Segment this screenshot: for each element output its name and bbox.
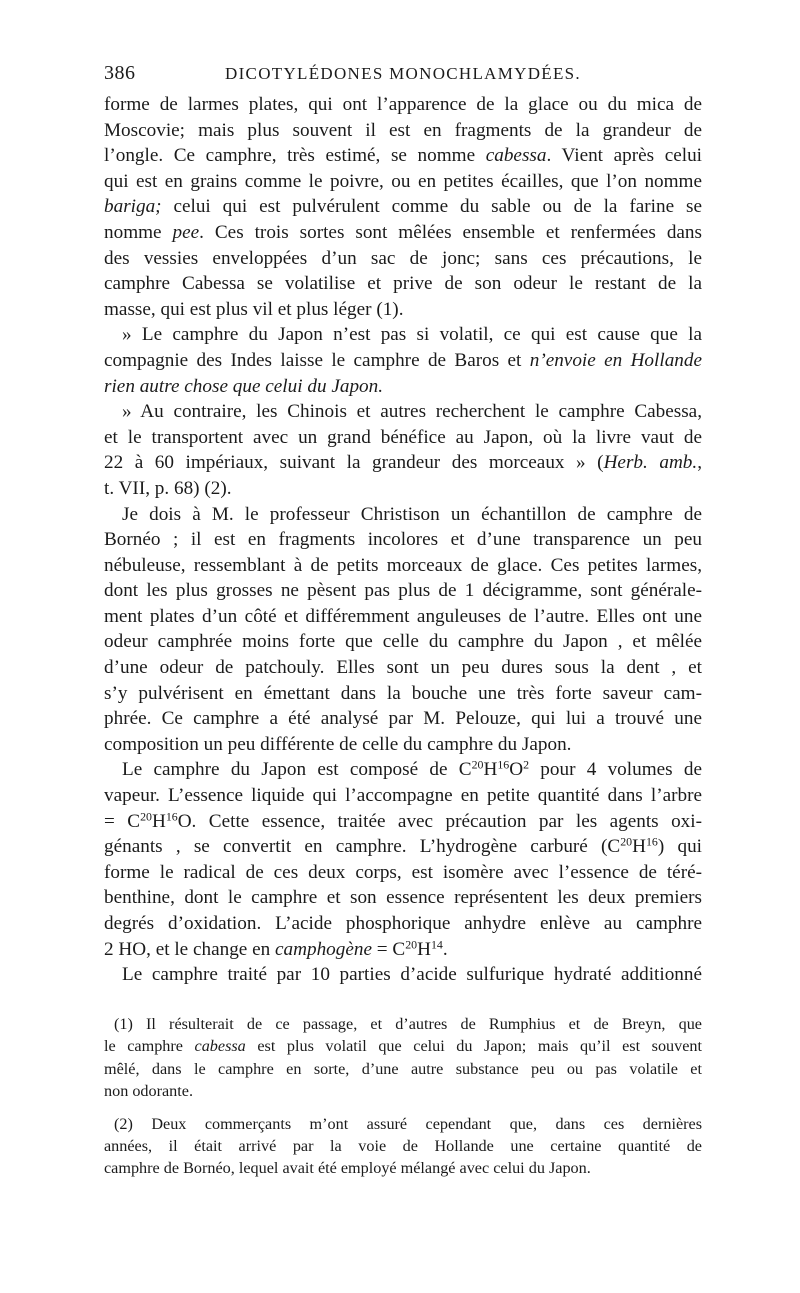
text-line: odeur camphrée moins forte que celle du camphre du Japon , et mêlée: [104, 631, 702, 653]
footnote: [104, 1113, 702, 1180]
footnote-gap: [104, 1103, 702, 1113]
text-line: 22 à 60 impériaux, suivant la grandeur des morceaux » (Herb. amb.,: [104, 452, 702, 474]
text-line: forme de larmes plates, qui ont l’apparence de la glace ou du mica de: [104, 94, 702, 115]
text-line: nomme pee. Ces trois sortes sont mêlées ensemble et renfermées dans: [104, 221, 702, 243]
text-line: masse, qui est plus vil et plus léger (1).: [104, 298, 404, 320]
text-line: » Au contraire, les Chinois et autres recherchent le camphre Cabessa,: [122, 401, 702, 423]
text-line: Le camphre du Japon est composé de $C^{20}H^{16}O^2$ pour 4 volumes de: [122, 757, 702, 781]
footnote-line: (2) Deux commerçants m’ont assuré cependant que, dans ces dernières: [114, 1114, 702, 1133]
text-line: et le transportent avec un grand bénéfice au Japon, où la livre vaut de: [104, 426, 702, 448]
footnote-line: années, il était arrivé par la voie de Hollande une certaine quantité de: [104, 1136, 702, 1155]
text-line: composition un peu différente de celle du camphre du Japon.: [104, 733, 572, 755]
text-line: rien autre chose que celui du Japon.: [104, 375, 384, 397]
text-line: phrée. Ce camphre a été analysé par M. Pelouze, qui lui a trouvé une: [104, 708, 702, 730]
text-line: qui est en grains comme le poivre, ou en petites écailles, que l’on nomme: [104, 170, 702, 192]
footnote-line: camphre de Bornéo, lequel avait été employé mélangé avec celui du Japon.: [104, 1159, 591, 1178]
text-line: d’une odeur de patchouly. Elles sont un peu dures sous la dent , et: [104, 657, 702, 679]
text-line: forme le radical de ces deux corps, est isomère avec l’essence de téré-: [104, 861, 702, 883]
text-line: t. VII, p. 68) (2).: [104, 477, 232, 499]
text-line: Je dois à M. le professeur Christison un échantillon de camphre de: [122, 503, 702, 525]
footnote: [104, 1013, 702, 1103]
footnote-line: le camphre cabessa est plus volatil que celui du Japon; mais qu’il est souvent: [104, 1037, 702, 1056]
text-line: Le camphre traité par 10 parties d’acide sulfurique hydraté additionné: [122, 964, 702, 986]
text-line: ment plates d’un côté et différemment anguleuses de l’autre. Elles ont une: [104, 605, 702, 627]
text-line: s’y pulvérisent en émettant dans la bouche une très forte saveur cam-: [104, 682, 702, 704]
text-line: génants , se convertit en camphre. L’hydrogène carburé $(C^{20}H^{16})$ qui: [104, 834, 702, 858]
text-line: bariga; celui qui est pulvérulent comme du sable ou de la farine se: [104, 196, 702, 218]
text-line: camphre Cabessa se volatilise et prive de son odeur le restant de la: [104, 273, 702, 295]
text-line: Moscovie; mais plus souvent il est en fragments de la grandeur de: [104, 119, 702, 141]
text-line: 2 HO, et le change en camphogène = $C^{20}H^{14}$.: [104, 937, 448, 960]
page-number: 386: [104, 62, 136, 84]
text-line: des vessies enveloppées d’un sac de jonc; sans ces précautions, le: [104, 247, 702, 269]
text-line: Bornéo ; il est en fragments incolores et d’une transparence un peu: [104, 529, 702, 551]
text-line: degrés d’oxidation. L’acide phosphorique anhydre enlève au camphre: [104, 913, 702, 934]
text-line: dont les plus grosses ne pèsent pas plus de 1 décigramme, sont générale-: [104, 580, 702, 602]
text-line: » Le camphre du Japon n’est pas si volatil, ce qui est cause que la: [122, 324, 702, 346]
text-line: compagnie des Indes laisse le camphre de Baros et n’envoie en Hollande: [104, 349, 702, 371]
text-line: nébuleuse, ressemblant à de petits morceaux de glace. Ces petites larmes,: [104, 554, 702, 576]
footnote-line: mêlé, dans le camphre en sorte, d’une autre substance peu ou pas volatile et: [104, 1059, 702, 1078]
page-header: [104, 62, 702, 88]
running-head: DICOTYLÉDONES MONOCHLAMYDÉES.: [225, 64, 581, 83]
text-line: = $C^{20}H^{16}O$. Cette essence, traitée avec précaution par les agents oxi-: [104, 809, 702, 832]
body-text: [104, 92, 702, 988]
footnote-line: non odorante.: [104, 1082, 194, 1101]
text-line: l’ongle. Ce camphre, très estimé, se nomme cabessa. Vient après celui: [104, 145, 702, 167]
text-line: benthine, dont le camphre et son essence représentent les deux premiers: [104, 887, 702, 909]
footnote-line: (1) Il résulterait de ce passage, et d’autres de Rumphius et de Breyn, que: [114, 1015, 702, 1033]
footnotes: [104, 1013, 702, 1180]
text-line: vapeur. L’essence liquide qui l’accompagne en petite quantité dans l’arbre: [104, 785, 702, 807]
